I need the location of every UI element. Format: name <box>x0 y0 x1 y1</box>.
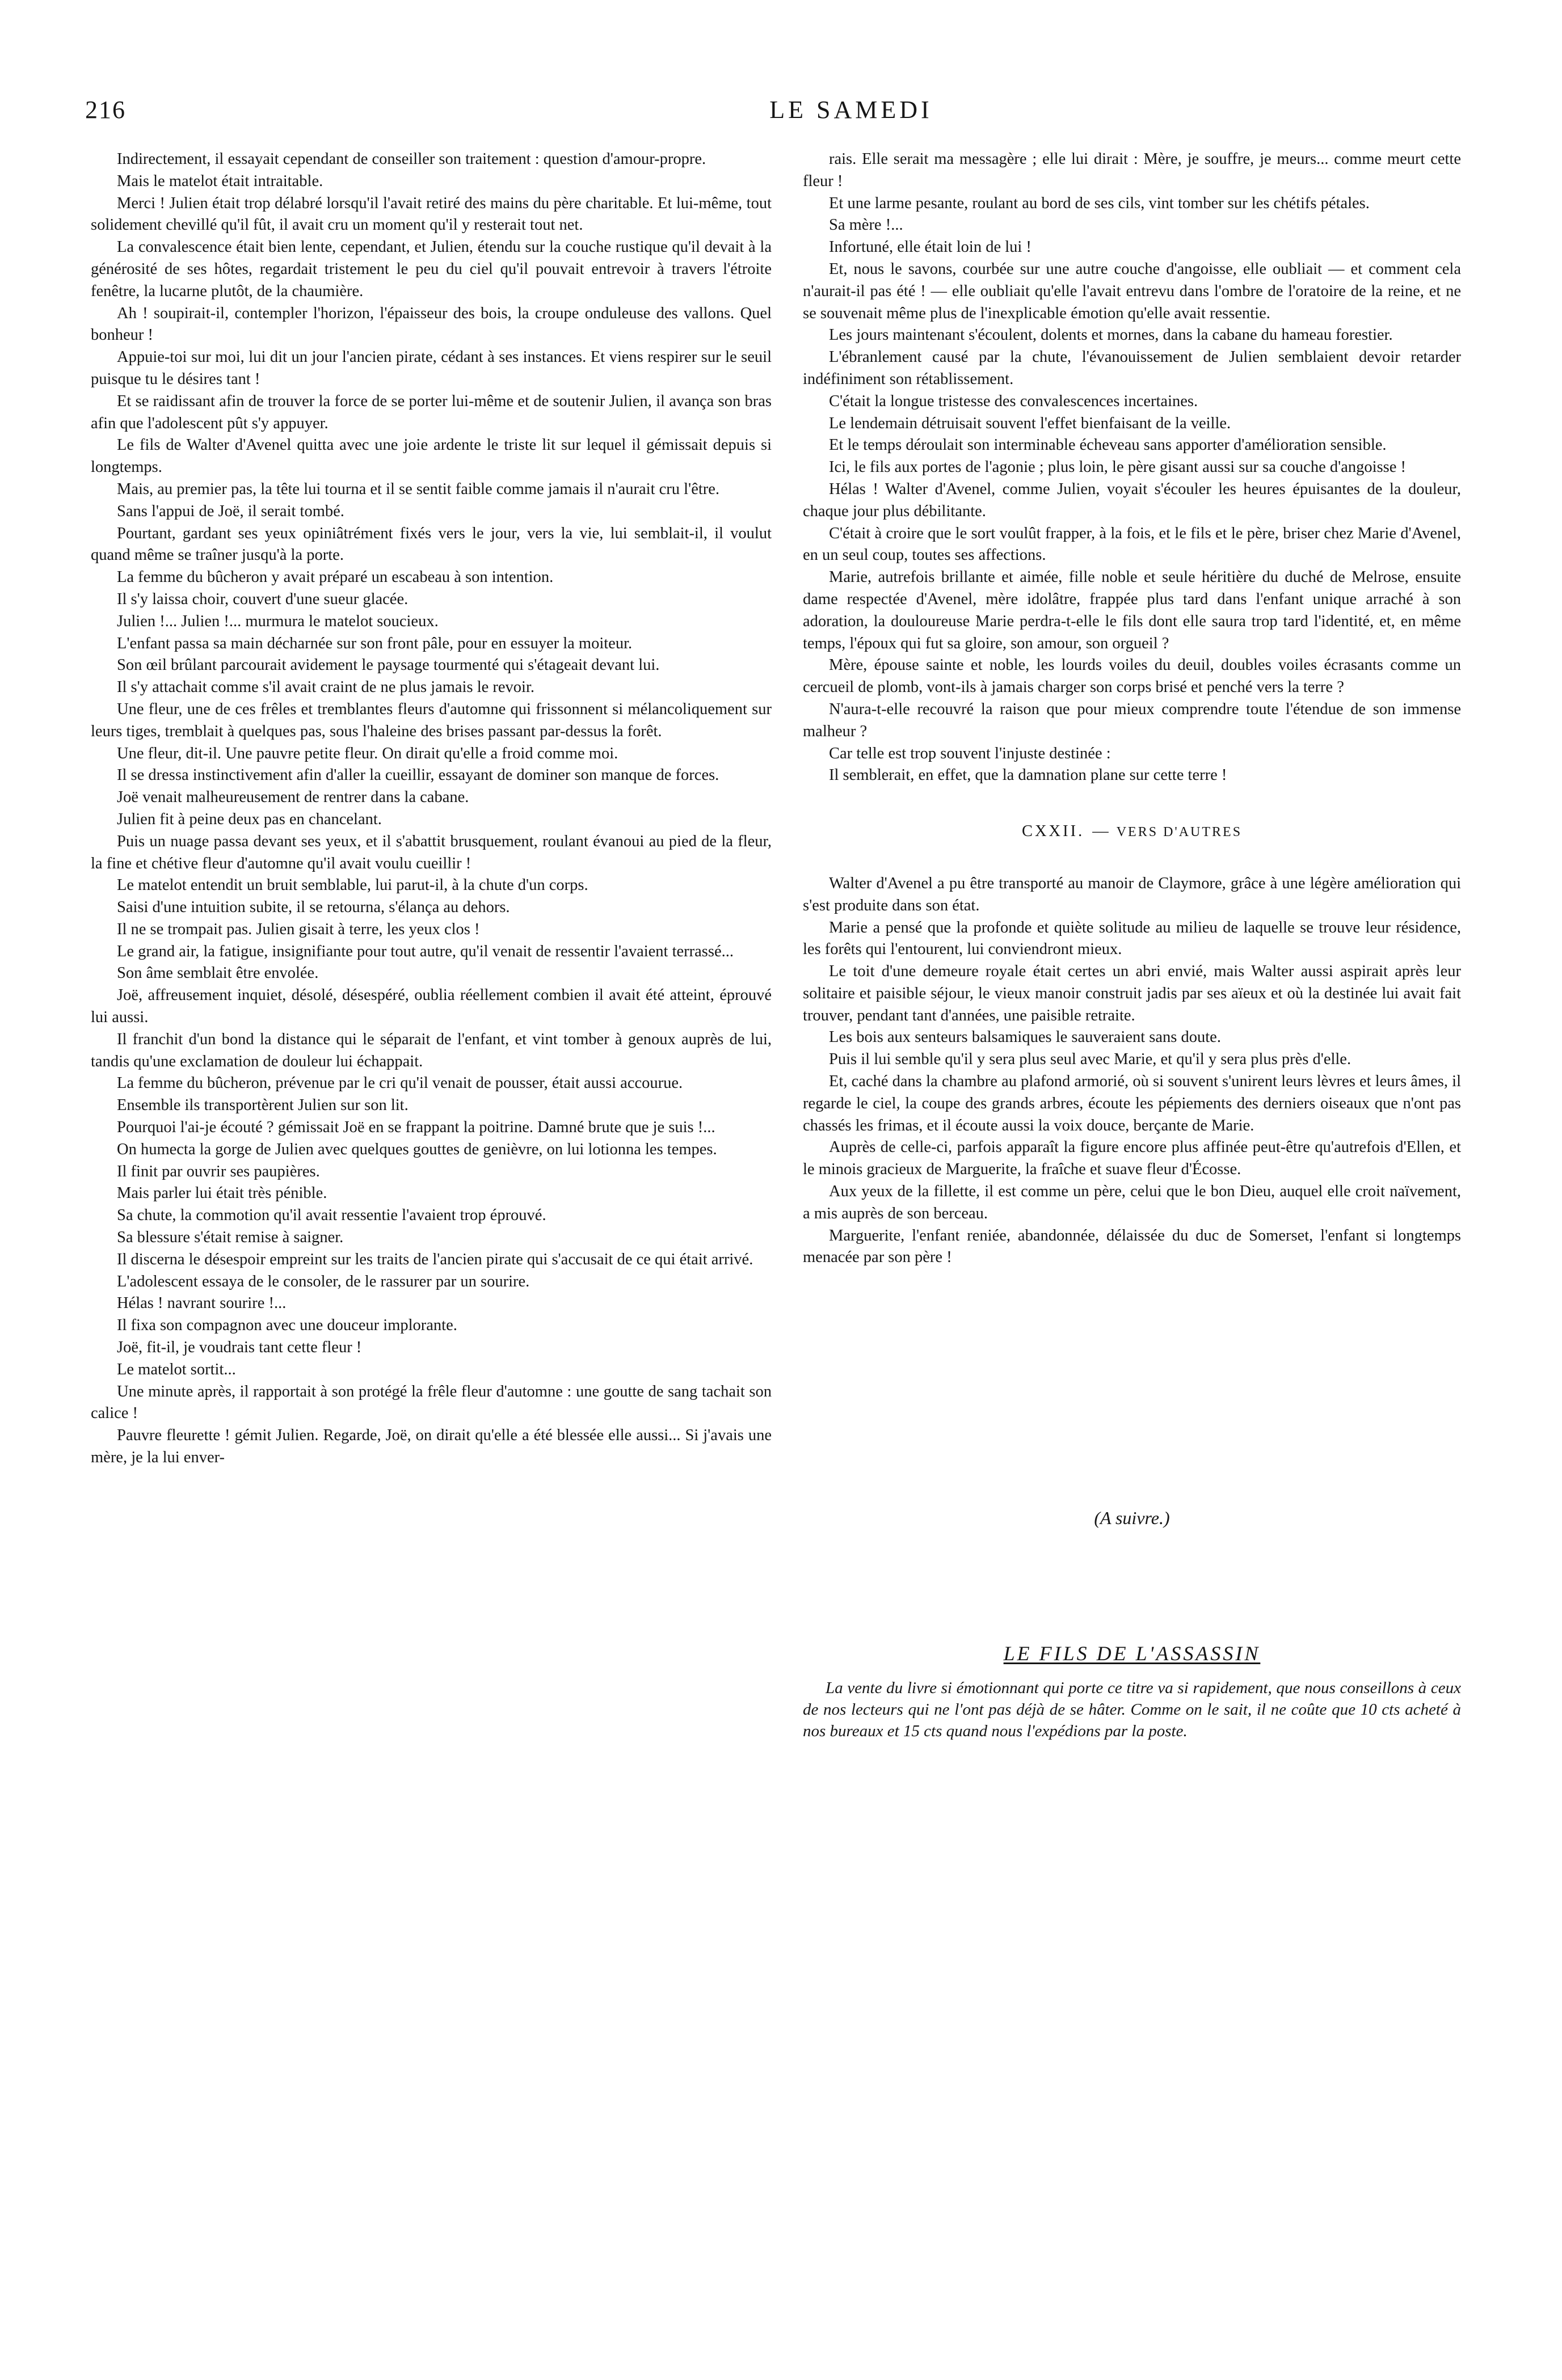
promo-text: La vente du livre si émotionnant qui porte ce titre va si rapidement, que nous conseillons à ceux de nos lecteurs qui ne l'ont pas déjà de se hâter. Comme on le sait, il ne coûte que 10 cts acheté à nos bureaux et 15 cts quand nous l'expédions par la poste. <box>803 1678 1461 1740</box>
to-be-continued-note: (A suivre.) <box>1094 1508 1170 1529</box>
right-column-text-before <box>803 149 1461 787</box>
paragraph: Les bois aux senteurs balsamiques le sauveraient sans doute. <box>829 1028 1221 1046</box>
paragraph: Et, nous le savons, courbée sur une autre couche d'angoisse, elle oubliait — et comment cela n'aurait-il pas été ! — elle oubliait qu'elle l'avait entrevu dans l'ombre de l'oratoire de la reine, et ne se souvenait même plus de l'inexplicable émotion qu'elle avait ressentie. <box>803 260 1461 322</box>
paragraph: Merci ! Julien était trop délabré lorsqu'il l'avait retiré des mains du père charitable. Et lui-même, tout solidement chevillé qu'il fût, il avait cru un moment qu'il y resterait tout net. <box>91 194 772 234</box>
paragraph: Il finit par ouvrir ses paupières. <box>117 1162 320 1180</box>
paragraph: Marguerite, l'enfant reniée, abandonnée, délaissée du duc de Somerset, l'enfant si longtemps menacée par son père ! <box>803 1226 1461 1267</box>
paragraph: Le grand air, la fatigue, insignifiante pour tout autre, qu'il venait de ressentir l'avaient terrassé... <box>117 942 734 960</box>
paragraph: Il se dressa instinctivement afin d'aller la cueillir, essayant de dominer son manque de forces. <box>117 766 719 784</box>
paragraph: Et une larme pesante, roulant au bord de ses cils, vint tomber sur les chétifs pétales. <box>829 194 1370 212</box>
paragraph: Julien fit à peine deux pas en chancelant. <box>117 810 382 828</box>
paragraph: Infortuné, elle était loin de lui ! <box>829 238 1031 256</box>
paragraph: Et le temps déroulait son interminable écheveau sans apporter d'amélioration sensible. <box>829 436 1387 454</box>
paragraph: Ensemble ils transportèrent Julien sur son lit. <box>117 1096 409 1115</box>
running-title: LE SAMEDI <box>769 96 933 124</box>
paragraph: Il s'y laissa choir, couvert d'une sueur glacée. <box>117 590 409 608</box>
paragraph: Ah ! soupirait-il, contempler l'horizon, l'épaisseur des bois, la croupe onduleuse des vallons. Quel bonheur ! <box>91 304 772 344</box>
paragraph: On humecta la gorge de Julien avec quelques gouttes de genièvre, on lui lotionna les tempes. <box>117 1140 717 1158</box>
paragraph: Pauvre fleurette ! gémit Julien. Regarde, Joë, on dirait qu'elle a été blessée elle aussi... Si j'avais une mère, je la lui enver- <box>91 1427 772 1467</box>
paragraph: Mère, épouse sainte et noble, les lourds voiles du deuil, doubles voiles écrasants comme un cercueil de plomb, vont-ils à jamais charger son corps brisé et penché vers la terre ? <box>803 656 1461 697</box>
paragraph: Il fixa son compagnon avec une douceur implorante. <box>117 1316 457 1335</box>
paragraph: Marie a pensé que la profonde et quiète solitude au milieu de laquelle se trouve leur résidence, les forêts qui l'entourent, lui conviendront mieux. <box>803 918 1461 959</box>
paragraph: Et se raidissant afin de trouver la force de se porter lui-même et de soutenir Julien, il avança son bras afin que l'adolescent pût s'y appuyer. <box>91 392 772 432</box>
paragraph: Pourtant, gardant ses yeux opiniâtrément fixés vers le jour, vers la vie, lui semblait-il, il voulut quand même se traîner jusqu'à la porte. <box>91 524 772 564</box>
paragraph: Walter d'Avenel a pu être transporté au manoir de Claymore, grâce à une légère amélioration qui s'est produite dans son état. <box>803 874 1461 914</box>
paragraph: Indirectement, il essayait cependant de conseiller son traitement : question d'amour-propre. <box>117 150 706 168</box>
paragraph: Le lendemain détruisait souvent l'effet bienfaisant de la veille. <box>829 414 1231 432</box>
paragraph: Pourquoi l'ai-je écouté ? gémissait Joë en se frappant la poitrine. Damné brute que je suis !... <box>117 1119 715 1137</box>
paragraph: Mais parler lui était très pénible. <box>117 1184 327 1202</box>
page-number: 216 <box>85 96 126 124</box>
paragraph: La femme du bûcheron, prévenue par le cri qu'il venait de pousser, était aussi accourue. <box>117 1074 683 1092</box>
paragraph: Puis il lui semble qu'il y sera plus seul avec Marie, et qu'il y sera plus près d'elle. <box>829 1050 1352 1069</box>
paragraph: Auprès de celle-ci, parfois apparaît la figure encore plus affinée peut-être qu'autrefois d'Ellen, et le minois gracieux de Marguerite, la fraîche et suave fleur d'Écosse. <box>803 1138 1461 1179</box>
paragraph: Son œil brûlant parcourait avidement le paysage tourmenté qui s'étageait devant lui. <box>117 656 660 674</box>
paragraph: L'ébranlement causé par la chute, l'évanouissement de Julien semblaient devoir retarder indéfiniment son rétablissement. <box>803 348 1461 388</box>
paragraph: N'aura-t-elle recouvré la raison que pour mieux comprendre toute l'étendue de son immense malheur ? <box>803 700 1461 740</box>
paragraph: Sans l'appui de Joë, il serait tombé. <box>117 502 344 520</box>
paragraph: rais. Elle serait ma messagère ; elle lui dirait : Mère, je souffre, je meurs... comme meurt cette fleur ! <box>803 150 1461 190</box>
paragraph: Joë, fit-il, je voudrais tant cette fleur ! <box>117 1339 362 1357</box>
paragraph: Une minute après, il rapportait à son protégé la frêle fleur d'automne : une goutte de sang tachait son calice ! <box>91 1382 772 1423</box>
paragraph: Hélas ! navrant sourire !... <box>117 1294 287 1313</box>
paragraph: Le toit d'une demeure royale était certes un abri envié, mais Walter aussi aspirait après leur solitaire et paisible séjour, le vieux manoir construit jadis par ses aïeux et où la destinée lui avait fait trouver, pendant tant d'années, une paisible retraite. <box>803 963 1461 1024</box>
paragraph: Marie, autrefois brillante et aimée, fille noble et seule héritière du duché de Melrose, ensuite dame respectée d'Avenel, mère idolâtre, frappée plus tard dans l'enfant unique arraché à son adoration, la douloureuse Marie perdra-t-elle le fils dont elle saura trop tard l'identité, et, en même temps, l'époux qui fut sa gloire, son amour, son orgueil ? <box>803 568 1461 652</box>
promo-title: LE FILS DE L'ASSASSIN <box>1003 1642 1261 1665</box>
paragraph: Son âme semblait être envolée. <box>117 964 319 982</box>
right-column <box>803 149 1461 1742</box>
paragraph: Les jours maintenant s'écoulent, dolents et mornes, dans la cabane du hameau forestier. <box>829 326 1393 344</box>
paragraph: Sa chute, la commotion qu'il avait ressentie l'avaient trop éprouvé. <box>117 1206 546 1225</box>
paragraph: C'était à croire que le sort voulût frapper, à la fois, et le fils et le père, briser chez Marie d'Avenel, en un seul coup, toutes ses affections. <box>803 524 1461 564</box>
paragraph: Il ne se trompait pas. Julien gisait à terre, les yeux clos ! <box>117 920 480 938</box>
paragraph: Et, caché dans la chambre au plafond armorié, où si souvent s'unirent leurs lèvres et leurs âmes, il regarde le ciel, la coupe des grands arbres, écoute les pépiements des derniers oiseaux que n'ont pas chassés les frimas, et il écoute aussi la voix douce, berçante de Marie. <box>803 1073 1461 1134</box>
paragraph: La convalescence était bien lente, cependant, et Julien, étendu sur la couche rustique qu'il devait à la générosité de ses hôtes, regardait tristement le peu du ciel qu'il pouvait entrevoir à travers l'étroite fenêtre, la lucarne plutôt, de la chaumière. <box>91 238 772 300</box>
paragraph: Une fleur, une de ces frêles et tremblantes fleurs d'automne qui frissonnent si mélancoliquement sur leurs tiges, tremblait à quelques pas, sous l'haleine des brises passant par-dessus la forêt. <box>91 700 772 740</box>
paragraph: Une fleur, dit-il. Une pauvre petite fleur. On dirait qu'elle a froid comme moi. <box>117 744 618 762</box>
paragraph: Appuie-toi sur moi, lui dit un jour l'ancien pirate, cédant à ses instances. Et viens respirer sur le seuil puisque tu le désires tant ! <box>91 348 772 388</box>
paragraph: Le matelot entendit un bruit semblable, lui parut-il, à la chute d'un corps. <box>117 876 588 894</box>
paragraph: C'était la longue tristesse des convalescences incertaines. <box>829 392 1198 410</box>
paragraph: Le matelot sortit... <box>117 1360 236 1378</box>
paragraph: Saisi d'une intuition subite, il se retourna, s'élança au dehors. <box>117 898 510 917</box>
paragraph: Ici, le fils aux portes de l'agonie ; plus loin, le père gisant aussi sur sa couche d'angoisse ! <box>829 458 1407 476</box>
paragraph: Mais le matelot était intraitable. <box>117 172 323 190</box>
paragraph: Il s'y attachait comme s'il avait craint de ne plus jamais le revoir. <box>117 678 534 697</box>
paragraph: Puis un nuage passa devant ses yeux, et il s'abattit brusquement, roulant évanoui au pied de la fleur, la fine et chétive fleur d'automne qu'il avait voulu cueillir ! <box>91 832 772 872</box>
paragraph: Le fils de Walter d'Avenel quitta avec une joie ardente le triste lit sur lequel il gémissait depuis si longtemps. <box>91 436 772 476</box>
paragraph: L'adolescent essaya de le consoler, de le rassurer par un sourire. <box>117 1272 530 1290</box>
chapter-title: VERS D'AUTRES <box>1116 825 1243 840</box>
paragraph: Joë, affreusement inquiet, désolé, désespéré, oublia réellement combien il avait été atteint, éprouvé lui aussi. <box>91 986 772 1027</box>
paragraph: L'enfant passa sa main décharnée sur son front pâle, pour en essuyer la moiteur. <box>117 634 633 652</box>
chapter-number: CXXII. <box>1021 822 1085 841</box>
paragraph: Julien !... Julien !... murmura le matelot soucieux. <box>117 612 439 630</box>
chapter-separator: — <box>1092 822 1109 841</box>
left-column <box>91 149 772 1469</box>
paragraph: Sa blessure s'était remise à saigner. <box>117 1229 344 1247</box>
paragraph: Il semblerait, en effet, que la damnation plane sur cette terre ! <box>829 766 1227 784</box>
paragraph: Sa mère !... <box>829 216 903 234</box>
paragraph: Aux yeux de la fillette, il est comme un père, celui que le bon Dieu, auquel elle croit naïvement, a mis auprès de son berceau. <box>803 1183 1461 1222</box>
paragraph: Mais, au premier pas, la tête lui tourna et il se sentit faible comme jamais il n'aurait cru l'être. <box>117 480 720 498</box>
paragraph: Joë venait malheureusement de rentrer dans la cabane. <box>117 788 469 807</box>
paragraph: Car telle est trop souvent l'injuste destinée : <box>829 744 1111 762</box>
paragraph: Il discerna le désespoir empreint sur les traits de l'ancien pirate qui s'accusait de ce qui était arrivé. <box>117 1250 753 1268</box>
paragraph: Hélas ! Walter d'Avenel, comme Julien, voyait s'écouler les heures épuisantes de la douleur, chaque jour plus débilitante. <box>803 480 1461 520</box>
chapter-heading <box>803 821 1461 843</box>
paragraph: Il franchit d'un bond la distance qui le séparait de l'enfant, et vint tomber à genoux auprès de lui, tandis qu'une exclamation de douleur lui échappait. <box>91 1030 772 1070</box>
right-column-text-after <box>803 873 1461 1269</box>
paragraph: La femme du bûcheron y avait préparé un escabeau à son intention. <box>117 568 554 586</box>
